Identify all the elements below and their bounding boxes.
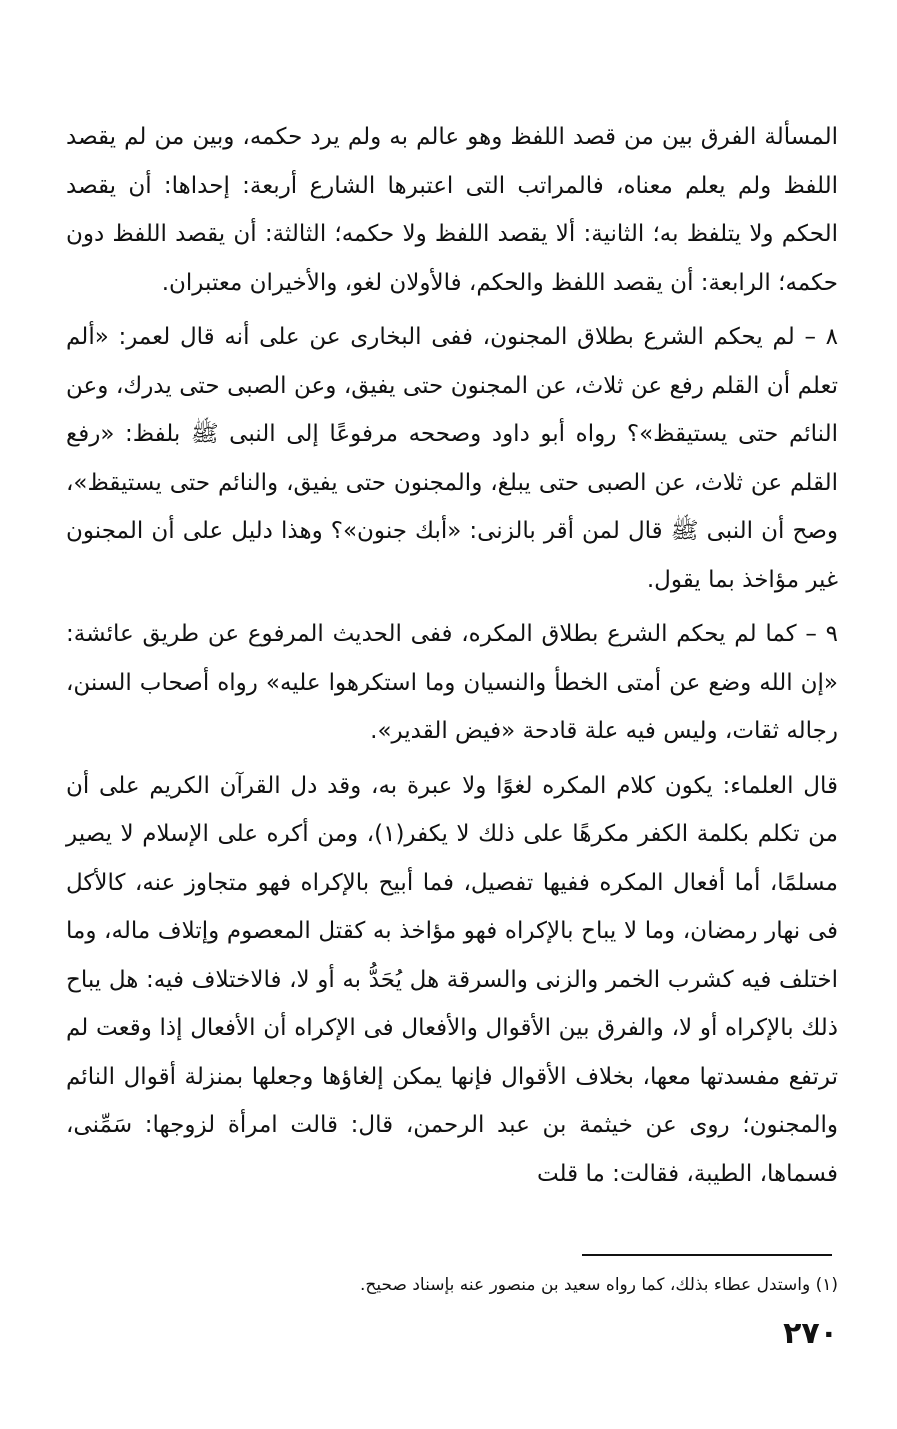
- footnote: (١) واستدل عطاء بذلك، كما رواه سعيد بن منصور عنه بإسناد صحيح.: [360, 1275, 838, 1295]
- paragraph-scholars: قال العلماء: يكون كلام المكره لغوًا ولا عبرة به، وقد دل القرآن الكريم على أن من تكلم بكلمة الكفر مكرهًا على ذلك لا يكفر(١)، ومن أكره على الإسلام لا يصير مسلمًا، أما أفعال المكره ففيها تفصيل، فما أبيح بالإكراه فهو متجاوز عنه، كالأكل فى نهار رمضان، وما لا يباح بالإكراه فهو مؤاخذ به كقتل المعصوم وإتلاف ماله، وما اختلف فيه كشرب الخمر والزنى والسرقة هل يُحَدُّ به أو لا، فالاختلاف فيه: هل يباح ذلك بالإكراه أو لا، والفرق بين الأقوال والأفعال فى الإكراه أن الأفعال إذا وقعت لم ترتفع مفسدتها معها، بخلاف الأقوال فإنها يمكن إلغاؤها وجعلها بمنزلة أقوال النائم والمجنون؛ روى عن خيثمة بن عبد الرحمن، قال: قالت امرأة لزوجها: سَمِّنى، فسماها، الطيبة، فقالت: ما قلت: [66, 772, 838, 1187]
- paragraph-point-9: ٩ – كما لم يحكم الشرع بطلاق المكره، ففى الحديث المرفوع عن طريق عائشة: «إن الله وضع عن أمتى الخطأ والنسيان وما استكرهوا عليه» رواه أصحاب السنن، رجاله ثقات، وليس فيه علة قادحة «فيض القدير».: [66, 621, 838, 744]
- paragraph-point-8: ٨ – لم يحكم الشرع بطلاق المجنون، ففى البخارى عن على أنه قال لعمر: «ألم تعلم أن القلم رفع عن ثلاث، عن المجنون حتى يفيق، وعن الصبى حتى يدرك، وعن النائم حتى يستيقظ»؟ رواه أبو داود وصححه مرفوعًا إلى النبى ﷺ بلفظ: «رفع القلم عن ثلاث، عن الصبى حتى يبلغ، والمجنون حتى يفيق، والنائم حتى يستيقظ»، وصح أن النبى ﷺ قال لمن أقر بالزنى: «أبك جنون»؟ وهذا دليل على أن المجنون غير مؤاخذ بما يقول.: [66, 324, 838, 593]
- page-number: ٢٧٠: [783, 1316, 838, 1351]
- main-text: [66, 113, 838, 1198]
- paragraph-definitions: المسألة الفرق بين من قصد اللفظ وهو عالم به ولم يرد حكمه، وبين من لم يقصد اللفظ ولم يعلم معناه، فالمراتب التى اعتبرها الشارع أربعة: إحداها: أن يقصد الحكم ولا يتلفظ به؛ الثانية: ألا يقصد اللفظ ولا حكمه؛ الثالثة: أن يقصد اللفظ دون حكمه؛ الرابعة: أن يقصد اللفظ والحكم، فالأولان لغو، والأخيران معتبران.: [66, 124, 838, 296]
- footnote-divider: [582, 1254, 832, 1256]
